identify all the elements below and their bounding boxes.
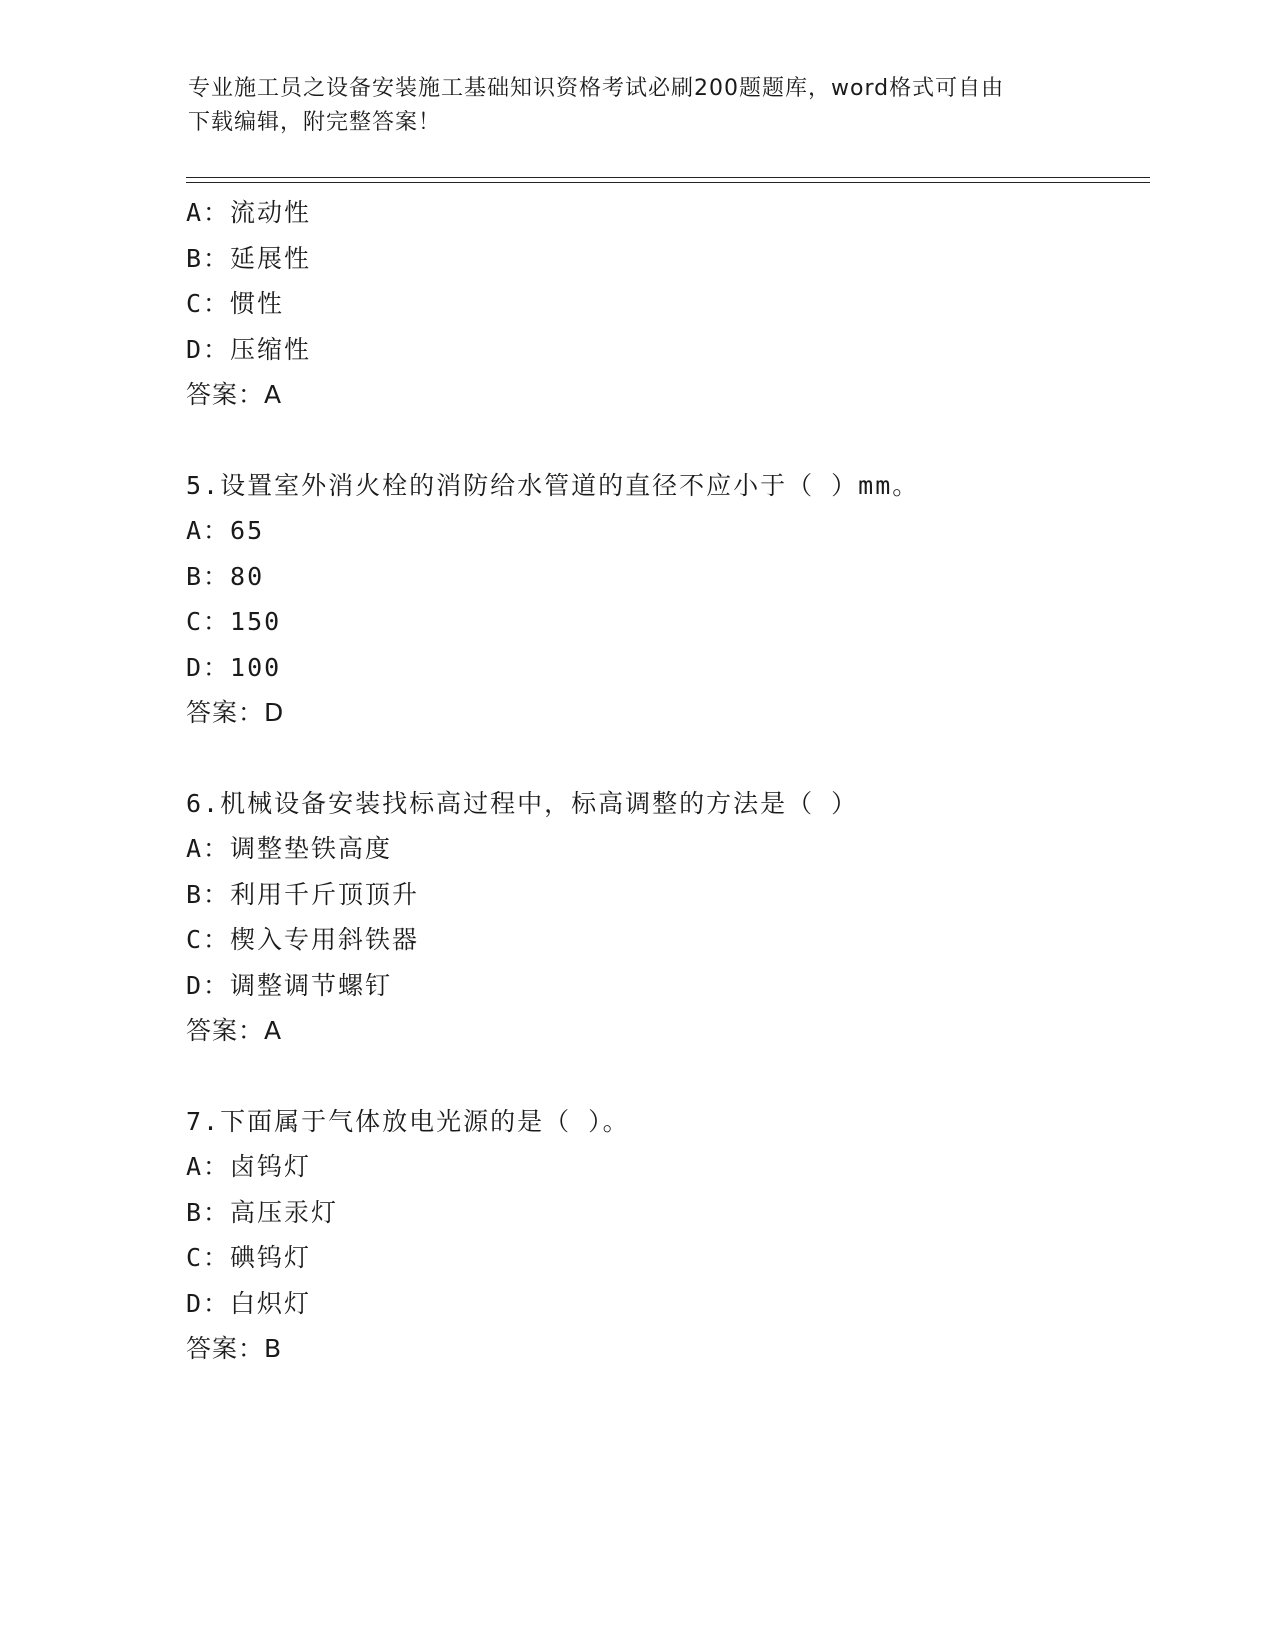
question-text: 7.下面属于气体放电光源的是（ ）。 — [186, 1106, 630, 1136]
option-c: C：碘钨灯 — [186, 1243, 312, 1272]
answer-line: 答案：B — [186, 1334, 283, 1363]
option-d: D：压缩性 — [186, 334, 312, 364]
header-divider-bottom — [186, 182, 1150, 183]
answer-line: 答案：D — [186, 698, 285, 727]
question-block-6 — [186, 781, 1146, 1054]
option-b: B：利用千斤顶顶升 — [186, 879, 420, 909]
option-d: D：100 — [186, 652, 282, 682]
option-c: C：惯性 — [186, 289, 285, 318]
question-block-5 — [186, 463, 1146, 736]
answer-line: 答案：A — [186, 380, 283, 409]
option-d: D：白炽灯 — [186, 1288, 312, 1318]
answer-line: 答案：A — [186, 1016, 283, 1045]
document-header — [188, 72, 1088, 140]
option-a: A：65 — [186, 516, 265, 545]
question-block-4 — [186, 190, 1146, 418]
option-b: B：高压汞灯 — [186, 1197, 339, 1227]
option-a: A：流动性 — [186, 198, 312, 227]
header-line-2: 下载编辑，附完整答案！ — [188, 110, 442, 135]
option-c: C：150 — [186, 607, 282, 636]
question-list — [186, 190, 1146, 1372]
option-b: B：80 — [186, 561, 265, 591]
header-divider-top — [186, 177, 1150, 178]
option-c: C：楔入专用斜铁器 — [186, 925, 420, 954]
question-text: 6.机械设备安装找标高过程中，标高调整的方法是（ ） — [186, 788, 859, 818]
header-line-1: 专业施工员之设备安装施工基础知识资格考试必刷200题题库，word格式可自由 — [188, 76, 1005, 101]
question-block-7 — [186, 1099, 1146, 1372]
option-d: D：调整调节螺钉 — [186, 970, 393, 1000]
question-text: 5.设置室外消火栓的消防给水管道的直径不应小于（ ）mm。 — [186, 470, 920, 500]
option-a: A：卤钨灯 — [186, 1152, 312, 1181]
option-a: A：调整垫铁高度 — [186, 834, 393, 863]
option-b: B：延展性 — [186, 243, 312, 273]
